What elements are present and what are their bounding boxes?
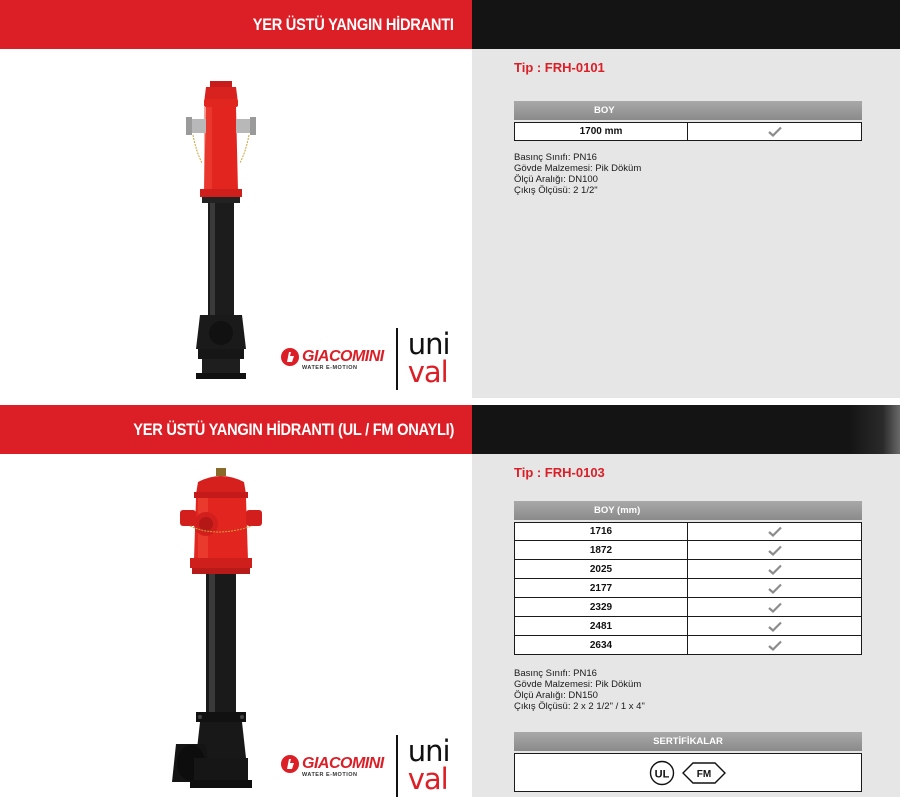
section-title: YER ÜSTÜ YANGIN HİDRANTI <box>253 14 454 34</box>
giacomini-tagline: WATER E-MOTION <box>302 365 358 371</box>
product-section-frh-0101 <box>0 0 900 398</box>
unival-bottom: val <box>407 762 448 796</box>
hydrant-illustration <box>166 468 276 794</box>
giacomini-wordmark: GIACOMINI <box>302 755 384 772</box>
unival-logo <box>407 734 450 796</box>
section-header <box>0 405 900 454</box>
check-icon <box>768 602 782 613</box>
size-value: 2634 <box>515 636 688 654</box>
product-type-code: Tip : FRH-0103 <box>514 465 605 480</box>
brand-logos <box>280 735 450 797</box>
spec-list <box>514 668 645 712</box>
giacomini-logo <box>280 754 384 778</box>
table-row <box>514 579 862 598</box>
spec-outlet-size: Çıkış Ölçüsü: 2 x 2 1/2" / 1 x 4" <box>514 701 645 712</box>
certificates-header: SERTİFİKALAR <box>514 732 862 751</box>
table-row <box>514 522 862 541</box>
spec-size-range: Ölçü Aralığı: DN150 <box>514 690 598 701</box>
size-value: 1716 <box>515 523 688 540</box>
giacomini-logo-icon <box>280 754 300 774</box>
product-info-panel <box>472 454 900 797</box>
product-section-frh-0103 <box>0 405 900 797</box>
unival-bottom: val <box>407 355 448 389</box>
size-value: 2025 <box>515 560 688 578</box>
size-value: 1872 <box>515 541 688 559</box>
spec-body-material: Gövde Malzemesi: Pik Döküm <box>514 679 642 690</box>
giacomini-logo <box>280 347 384 371</box>
fm-mark-text: FM <box>696 768 712 780</box>
giacomini-wordmark: GIACOMINI <box>302 348 384 365</box>
certificates-body <box>514 753 862 792</box>
unival-top: uni <box>407 734 450 769</box>
product-image-panel <box>0 49 472 398</box>
table-row <box>514 617 862 636</box>
spec-size-range: Ölçü Aralığı: DN100 <box>514 174 598 185</box>
size-value: 2481 <box>515 617 688 635</box>
product-info-panel <box>472 49 900 398</box>
giacomini-logo-icon <box>280 347 300 367</box>
size-value: 2177 <box>515 579 688 597</box>
size-table-header: BOY <box>514 101 862 120</box>
giacomini-tagline: WATER E-MOTION <box>302 772 358 778</box>
table-row <box>514 541 862 560</box>
size-table <box>514 501 862 655</box>
check-icon <box>768 564 782 575</box>
table-row <box>514 560 862 579</box>
size-value: 1700 mm <box>515 123 688 140</box>
spec-list <box>514 152 641 196</box>
unival-top: uni <box>407 327 450 362</box>
check-icon <box>768 583 782 594</box>
check-icon <box>768 640 782 651</box>
size-value: 2329 <box>515 598 688 616</box>
spec-pressure-class: Basınç Sınıfı: PN16 <box>514 668 597 679</box>
section-title: YER ÜSTÜ YANGIN HİDRANTI (UL / FM ONAYLI) <box>133 419 454 439</box>
logo-divider <box>396 735 398 797</box>
check-icon <box>768 621 782 632</box>
table-row <box>514 598 862 617</box>
product-image-panel <box>0 454 472 797</box>
check-icon <box>768 526 782 537</box>
unival-logo <box>407 327 450 389</box>
hydrant-illustration <box>176 81 266 381</box>
brand-logos <box>280 328 450 390</box>
fm-approved-icon <box>681 762 727 784</box>
certificates-box <box>514 732 862 792</box>
size-table-header: BOY (mm) <box>514 501 862 520</box>
product-type-code: Tip : FRH-0101 <box>514 60 605 75</box>
table-row <box>514 122 862 141</box>
spec-body-material: Gövde Malzemesi: Pik Döküm <box>514 163 642 174</box>
section-header <box>0 0 900 49</box>
logo-divider <box>396 328 398 390</box>
ul-mark-text: UL <box>654 768 670 780</box>
table-row <box>514 636 862 655</box>
spec-outlet-size: Çıkış Ölçüsü: 2 1/2" <box>514 185 598 196</box>
check-icon <box>768 545 782 556</box>
check-icon <box>768 126 782 137</box>
ul-mark-icon <box>649 760 675 786</box>
size-table <box>514 101 862 141</box>
spec-pressure-class: Basınç Sınıfı: PN16 <box>514 152 597 163</box>
